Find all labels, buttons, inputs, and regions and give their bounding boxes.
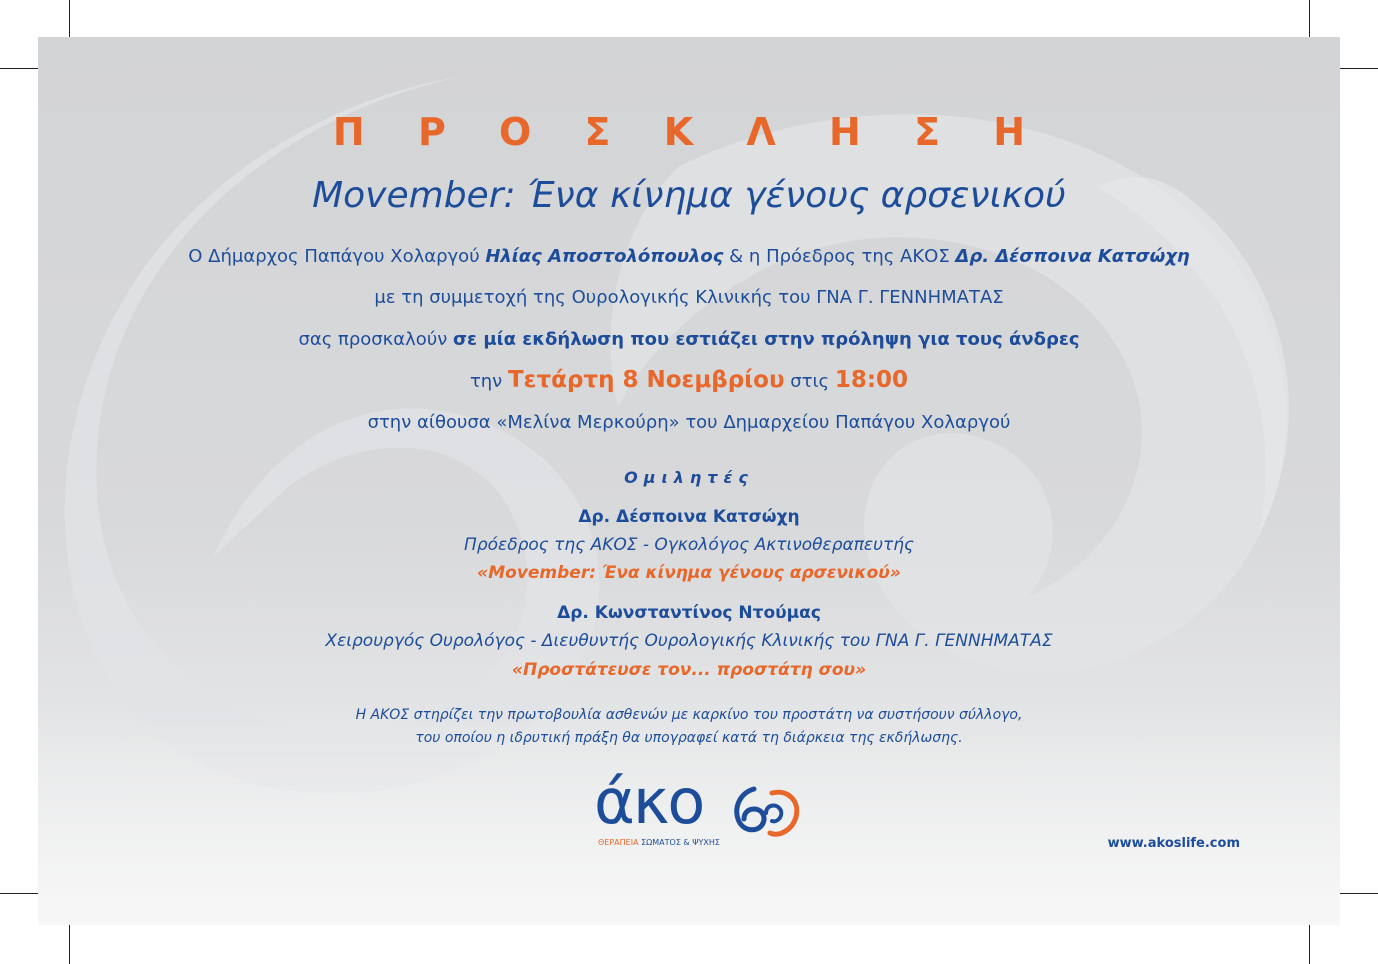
president-name: Δρ. Δέσποινα Κατσώχη (955, 246, 1190, 267)
purpose-text: σας προσκαλούν (298, 329, 454, 350)
invitation-card (38, 37, 1340, 925)
speakers-heading: Ομιλητές (624, 468, 754, 487)
speaker-role: Πρόεδρος της ΑΚΟΣ - Ογκολόγος Ακτινοθεραπευτής (464, 535, 914, 555)
akos-logo (590, 765, 820, 855)
date-line (38, 367, 1340, 393)
invitation-title: Π Ρ Ο Σ Κ Λ Η Σ Η (332, 110, 1046, 154)
date-text: την (469, 371, 508, 392)
website-link[interactable]: www.akoslife.com (1107, 836, 1240, 851)
hosts-text: Ο Δήμαρχος Παπάγου Χολαργού (188, 246, 486, 267)
hosts-text: & η Πρόεδρος της ΑΚΟΣ (723, 246, 956, 267)
purpose-line (38, 329, 1340, 350)
speaker-role: Χειρουργός Ουρολόγος - Διευθυντής Ουρολογικής Κλινικής του ΓΝΑ Γ. ΓΕΝΝΗΜΑΤΑΣ (325, 631, 1053, 651)
note-line: του οποίου η ιδρυτική πράξη θα υπογραφεί κατά τη διάρκεια της εκδήλωσης. (415, 730, 963, 746)
speaker-talk-title: «Movember: Ένα κίνημα γένους αρσενικού» (477, 563, 901, 583)
event-time: 18:00 (834, 367, 909, 393)
note-line: Η ΑΚΟΣ στηρίζει την πρωτοβουλία ασθενών με καρκίνο του προστάτη να συστήσουν σύλλογο, (355, 707, 1023, 723)
event-date: Τετάρτη 8 Νοεμβρίου (507, 367, 785, 393)
speaker-name: Δρ. Δέσποινα Κατσώχη (578, 507, 800, 527)
logo-tagline-accent: ΘΕΡΑΠΕΙΑ (598, 838, 639, 847)
logo-wordmark: άκο (594, 765, 704, 838)
purpose-emphasis: σε μία εκδήλωση που εστιάζει στην πρόληψη για τους άνδρες (453, 329, 1080, 350)
venue-line: στην αίθουσα «Μελίνα Μερκούρη» του Δημαρχείου Παπάγου Χολαργού (367, 412, 1011, 433)
participation-line: με τη συμμετοχή της Ουρολογικής Κλινικής του ΓΝΑ Γ. ΓΕΝΝΗΜΑΤΑΣ (374, 287, 1004, 308)
mayor-name: Ηλίας Αποστολόπουλος (485, 246, 724, 267)
hosts-line (38, 246, 1340, 267)
speaker-talk-title: «Προστάτευσε τον... προστάτη σου» (511, 660, 867, 680)
logo-swirl-icon (732, 783, 802, 839)
logo-tagline (598, 838, 720, 847)
logo-tagline-rest: ΣΩΜΑΤΟΣ & ΨΥΧΗΣ (638, 838, 720, 847)
date-text: στις (784, 371, 835, 392)
speaker-name: Δρ. Κωνσταντίνος Ντούμας (557, 603, 821, 623)
event-subtitle: Movember: Ένα κίνημα γένους αρσενικού (312, 175, 1066, 216)
